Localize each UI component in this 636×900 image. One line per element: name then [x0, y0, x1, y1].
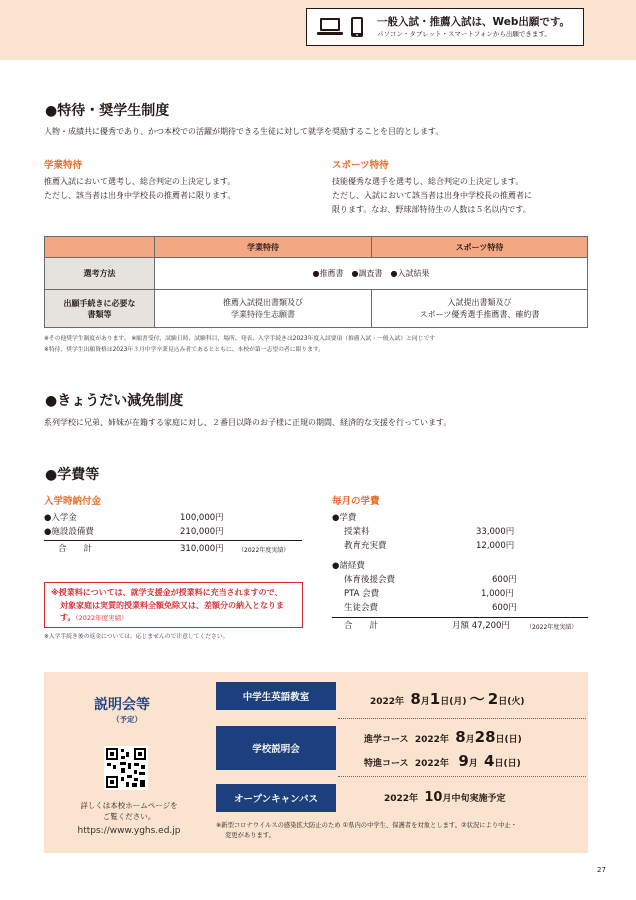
monthly-item-value: 12,000円 [476, 541, 515, 551]
web-title: 一般入試・推薦入試は、Web出願です。 [377, 15, 571, 28]
entry-fees-title: 入学時納付金 [44, 496, 102, 507]
web-application-box [306, 8, 584, 46]
monthly-total-value: 月額 47,200円 [452, 621, 510, 631]
events-footnote: ※新型コロナウイルスの感染拡大防止のため ①県内の中学生、保護者を対象とします。②状況により中止・ 変更があります。 [216, 822, 518, 839]
monthly-item-label: 体育後援会費 [344, 575, 396, 585]
english-class-date: 2022年 8月1日(月) 〜 2日(火) [370, 690, 525, 708]
monthly-item-value: 600円 [492, 575, 517, 585]
open-campus-label: オープンキャンパス [216, 784, 336, 812]
row-label-selection: 選考方法 [45, 258, 155, 290]
entry-total-value: 310,000円 [180, 544, 224, 554]
laptop-icon [316, 17, 344, 37]
open-campus-date: 2022年 10月中旬実施予定 [384, 790, 506, 805]
monthly-fees-title: 毎月の学費 [332, 496, 380, 507]
web-subtitle: パソコン・タブレット・スマートフォンから出願できます。 [377, 29, 551, 38]
monthly-total-rule [332, 617, 588, 618]
page-number: 27 [597, 866, 606, 874]
school-briefing-label: 学校説明会 [216, 726, 336, 770]
briefing-tokushin-date: 特進コース 2022年 9月 4日(日) [364, 752, 521, 770]
entry-item-value: 210,000円 [180, 527, 224, 537]
gakugyo-title: 学業特待 [44, 160, 83, 171]
tablet-icon [350, 16, 364, 38]
gakugyo-text: 推薦入試において選考し、総合判定の上決定します。 ただし、該当者は出身中学校長の推薦者に限ります。 [44, 177, 236, 200]
entry-item-value: 100,000円 [180, 513, 224, 523]
genmen-heading: ●きょうだい減免制度 [45, 393, 184, 409]
fees-heading: ●学費等 [45, 467, 100, 483]
row-label-documents: 出願手続きに必要な 書類等 [45, 290, 155, 328]
tokutai-intro: 人物・成績共に優秀であり、かつ本校での活躍が期待できる生徒に対して就学を奨励することを目的とします。 [44, 127, 444, 136]
entry-total-label: 合 計 [58, 544, 93, 554]
monthly-total-note: （2022年度実績） [526, 624, 578, 631]
monthly-item-label: 教育充実費 [344, 541, 387, 551]
monthly-item-label: PTA 会費 [344, 589, 380, 599]
monthly-item-label: 生徒会費 [344, 603, 379, 613]
qr-code-icon[interactable] [104, 746, 148, 790]
tuition-support-note: ※授業料については、就学支援金が授業料に充当されますので、 対象家庭は実質的授業料全額免除又は、差額分の納入となりま す。（2022年度実績） [44, 582, 303, 628]
monthly-item-value: 1,000円 [481, 589, 514, 599]
english-class-label: 中学生英語教室 [216, 682, 336, 710]
monthly-total-label: 合 計 [344, 621, 379, 631]
events-title: 説明会等 [94, 697, 150, 713]
monthly-item-value: 33,000円 [476, 527, 515, 537]
monthly-item-label: 授業料 [344, 527, 370, 537]
events-panel [44, 672, 588, 853]
genmen-text: 系列学校に兄弟、姉妹が在籍する家庭に対し、２番目以降のお子様に正規の期間、経済的な支援を行っています。 [44, 418, 452, 427]
monthly-group-label: ●諸経費 [332, 561, 365, 571]
sports-title: スポーツ特待 [332, 160, 389, 171]
tokutai-table [44, 236, 588, 328]
entry-total-note: （2022年度実績） [238, 547, 290, 554]
events-subtitle: （予定） [112, 715, 142, 724]
refund-note: ※入学手続き後の返金については、応じませんので注意してください。 [44, 634, 229, 640]
entry-item-label: ●入学金 [44, 513, 77, 523]
hp-note: 詳しくは本校ホームページを ご覧ください。 [80, 801, 178, 821]
briefing-shingaku-date: 進学コース 2022年 8月28日(日) [364, 728, 522, 746]
documents-gakugyo: 推薦入試提出書類及び 学業特待生志願書 [155, 290, 372, 328]
monthly-group-label: ●学費 [332, 513, 357, 523]
row-value-selection: ●推薦書 ●調査書 ●入試結果 [155, 258, 588, 290]
table-header-gakugyo: 学業特待 [155, 237, 372, 258]
monthly-item-value: 600円 [492, 603, 517, 613]
table-header-sports: スポーツ特待 [372, 237, 588, 258]
tokutai-notes: ※その他奨学生制度があります。 ※願書受付、試験日時、試験科目、場所、発表、入学手続きは2023年度入試要項（推薦入試・一般入試）と同じです ※特待、奨学生出願資格は2023年３月中学卒業見込み者であるとともに、本校が第一志望の者に限ります。 [44, 336, 436, 353]
entry-item-label: ●施設設備費 [44, 527, 94, 537]
school-url-link[interactable]: https://www.yghs.ed.jp [77, 826, 181, 836]
entry-total-rule [44, 540, 302, 541]
documents-sports: 入試提出書類及び スポーツ優秀選手推薦書、確約書 [372, 290, 588, 328]
event-separator [338, 776, 586, 777]
table-corner [45, 237, 155, 258]
event-separator [338, 718, 586, 719]
sports-text: 技能優秀な選手を選考し、総合判定の上決定します。 ただし、入試において該当者は出身中学校長の推薦者に 限ります。なお、野球部特待生の人数は５名以内です。 [332, 177, 532, 214]
tokutai-heading: ●特待・奨学生制度 [45, 103, 170, 119]
